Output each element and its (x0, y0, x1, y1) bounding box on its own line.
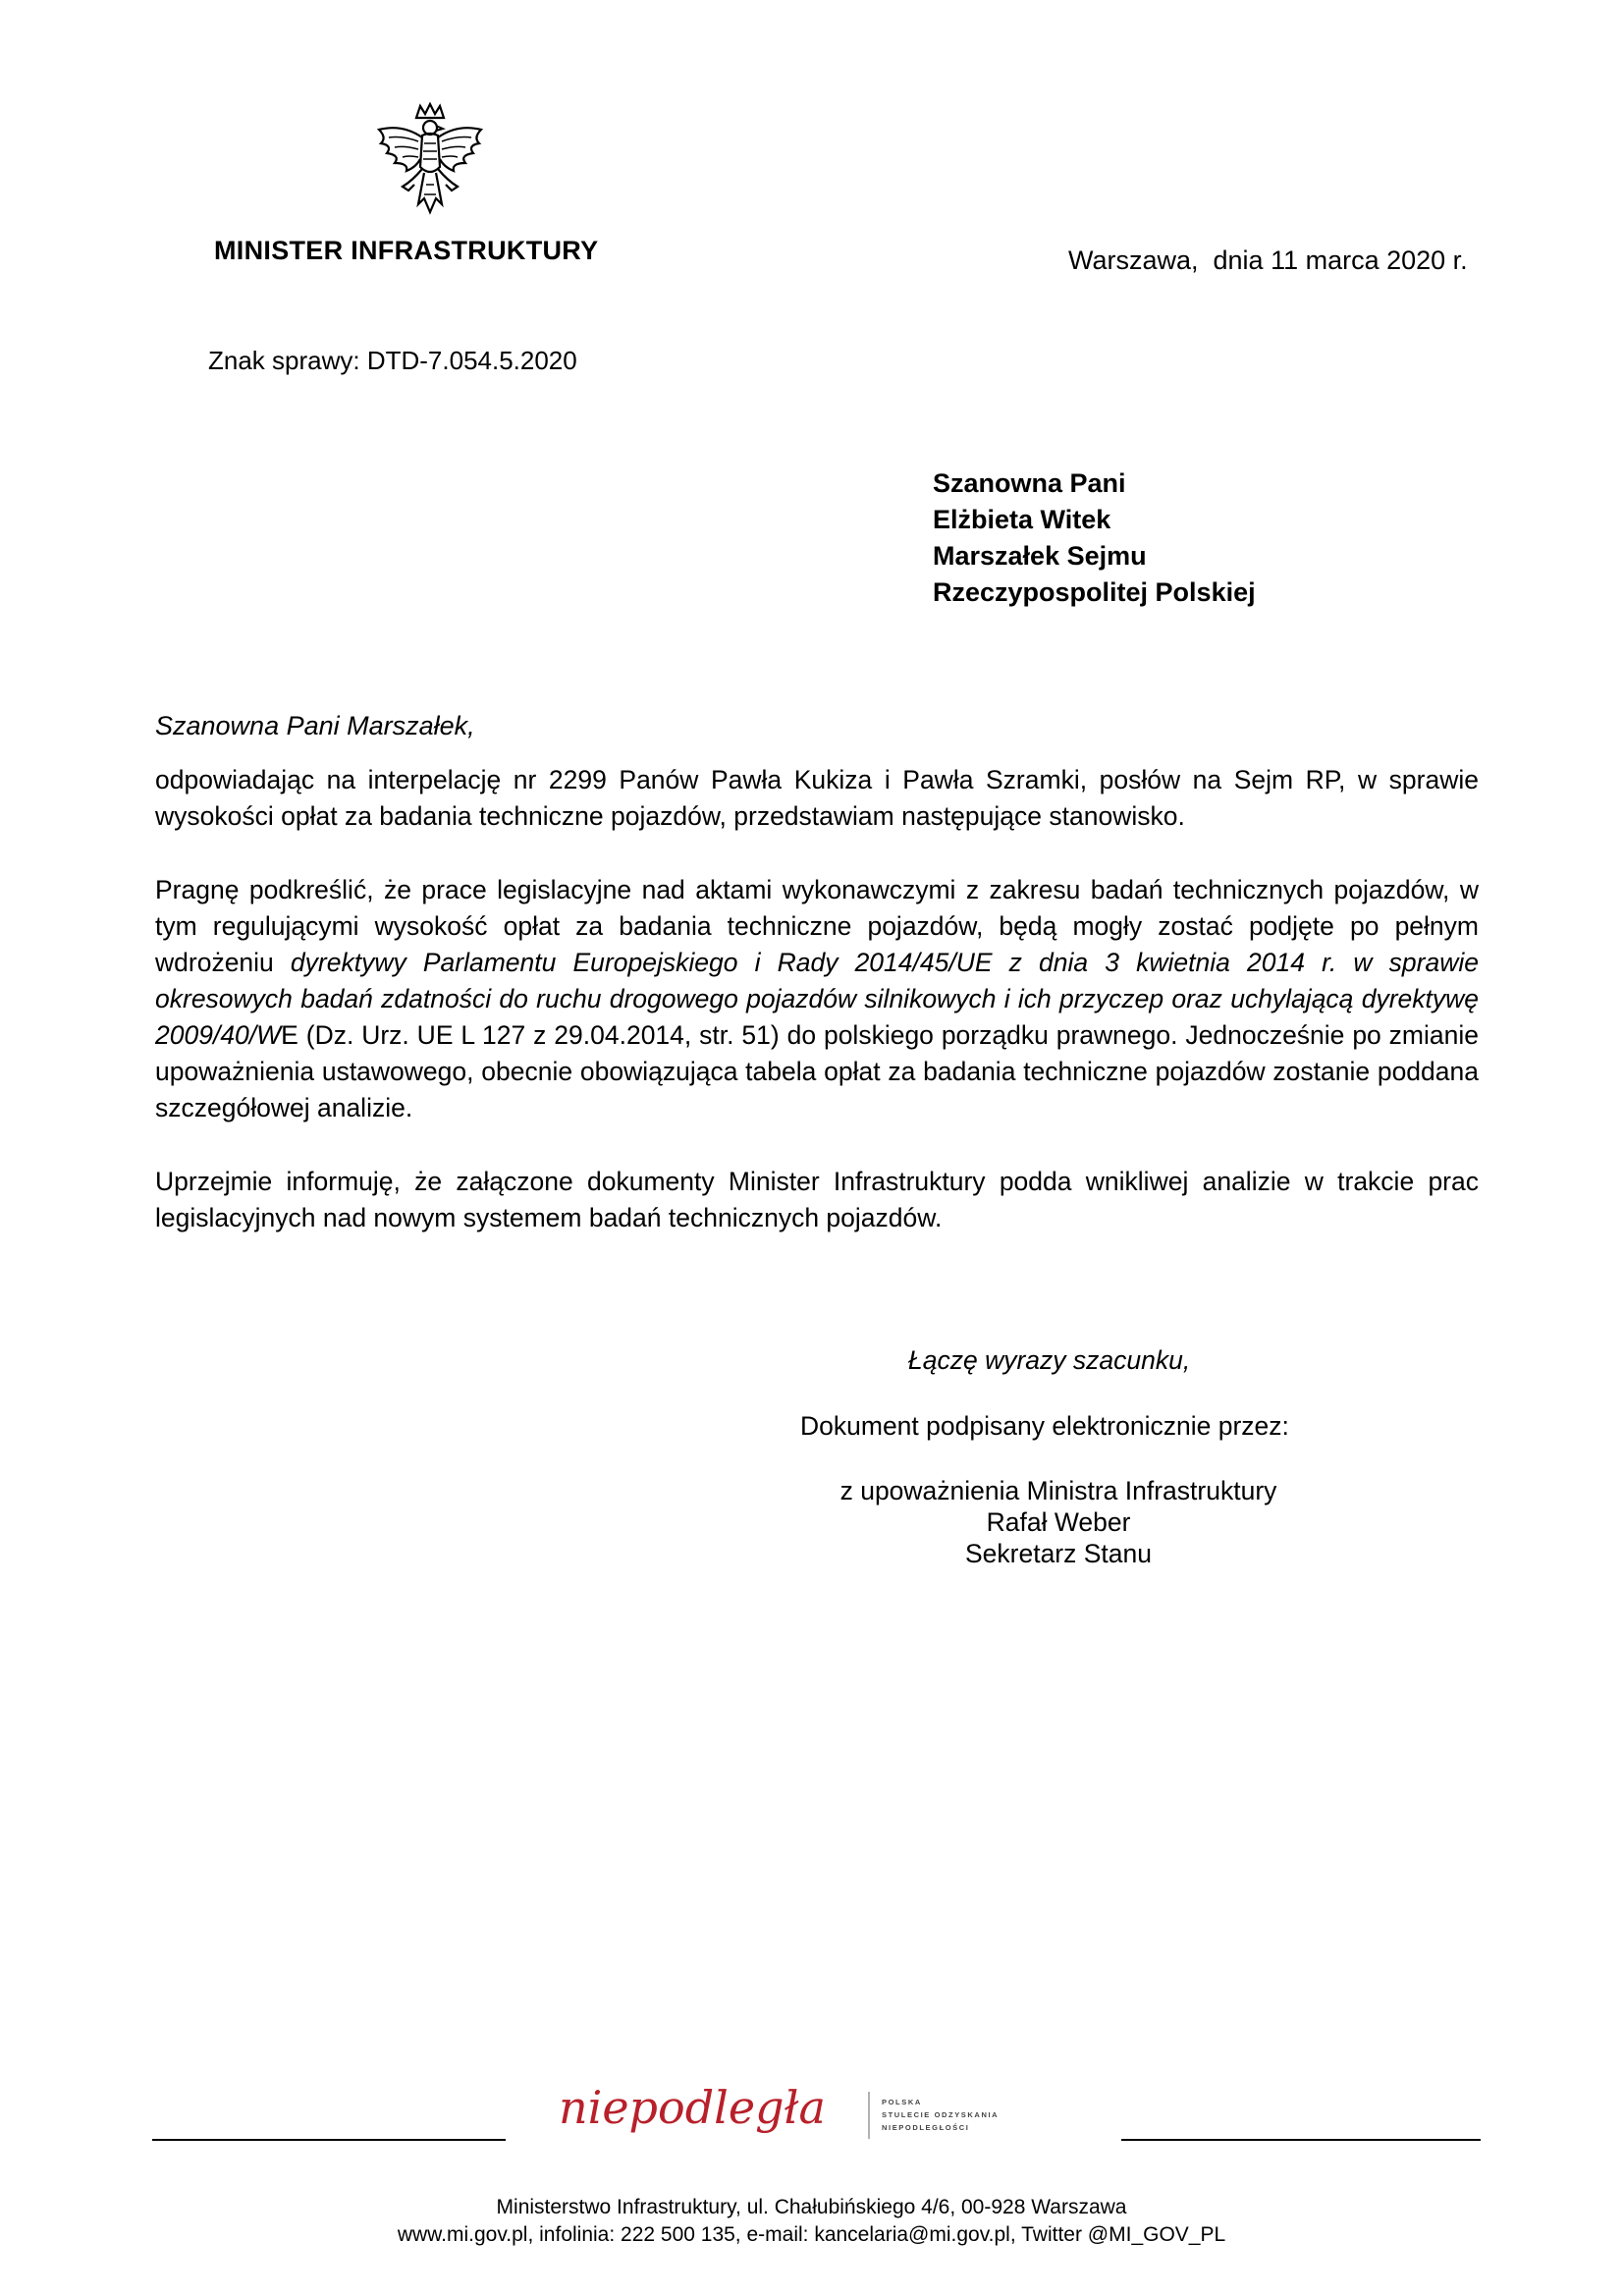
signature-block (785, 1475, 1331, 1569)
logo-caption-line: STULECIE ODZYSKANIA (882, 2110, 1000, 2119)
logo-script: niepodległa (559, 2081, 826, 2134)
addressee-line: Elżbieta Witek (933, 505, 1111, 534)
addressee-line: Rzeczypospolitej Polskiej (933, 577, 1256, 607)
niepodlegla-logo (555, 2072, 1051, 2151)
minister-title: MINISTER INFRASTRUKTURY (214, 236, 599, 265)
directive-citation: dyrektywy Parlamentu Europejskiego i Rady 2014/45/UE z dnia 3 kwietnia 2014 r. w sprawie okresowych badań zdatności do ruchu drogowego pojazdów silnikowych i ich przyczep oraz uchylającą dyrektywę 2009/40/W (155, 948, 1479, 1050)
logo-caption-line: NIEPODLEGŁOŚCI (882, 2123, 970, 2132)
signatory-position: Sekretarz Stanu (964, 1539, 1153, 1568)
signatory-name: Rafał Weber (986, 1507, 1131, 1537)
paragraph-text: Pragnę podkreślić, że prace legislacyjne nad aktami wykonawczymi z zakresu badań technicznych pojazdów, w tym regulującymi wysokość opłat za badania techniczne pojazdów, będą mogły zostać podjęte po pełnym wdrożeniu (155, 875, 1479, 977)
logo-caption-line: POLSKA (882, 2098, 922, 2106)
body-paragraph-2 (155, 872, 1479, 1126)
salutation: Szanowna Pani Marszałek, (155, 711, 475, 740)
addressee-block (933, 465, 1256, 611)
body-paragraph-3: Uprzejmie informuję, że załączone dokumenty Minister Infrastruktury podda wnikliwej analizie w trakcie prac legislacyjnych nad nowym systemem badań technicznych pojazdów. (155, 1167, 1479, 1232)
paragraph-text: E (Dz. Urz. UE L 127 z 29.04.2014, str. 51) do polskiego porządku prawnego. Jednocześnie po zmianie upoważnienia ustawowego, obecnie obowiązująca tabela opłat za badania techniczne pojazdów zostanie poddana szczegółowej analizie. (155, 1020, 1479, 1122)
electronic-signature-note: Dokument podpisany elektronicznie przez: (800, 1411, 1289, 1441)
case-reference: Znak sprawy: DTD-7.054.5.2020 (208, 346, 577, 375)
body-paragraph-1: odpowiadając na interpelację nr 2299 Panów Pawła Kukiza i Pawła Szramki, posłów na Sejm RP, w sprawie wysokości opłat za badania techniczne pojazdów, przedstawiam następujące stanowisko. (155, 765, 1479, 831)
letter-date: Warszawa, dnia 11 marca 2020 r. (1068, 246, 1468, 275)
signature-authority: z upoważnienia Ministra Infrastruktury (839, 1476, 1277, 1505)
closing-regards: Łączę wyrazy szacunku, (908, 1345, 1191, 1375)
footer-divider-left (152, 2139, 506, 2141)
footer-divider-right (1121, 2139, 1481, 2141)
addressee-line: Marszałek Sejmu (933, 541, 1147, 571)
addressee-line: Szanowna Pani (933, 468, 1126, 498)
polish-eagle-icon (373, 102, 487, 222)
footer-contact: www.mi.gov.pl, infolinia: 222 500 135, e-mail: kancelaria@mi.gov.pl, Twitter @MI_GOV_PL (397, 2223, 1226, 2246)
footer-address: Ministerstwo Infrastruktury, ul. Chałubińskiego 4/6, 00-928 Warszawa (496, 2196, 1127, 2218)
